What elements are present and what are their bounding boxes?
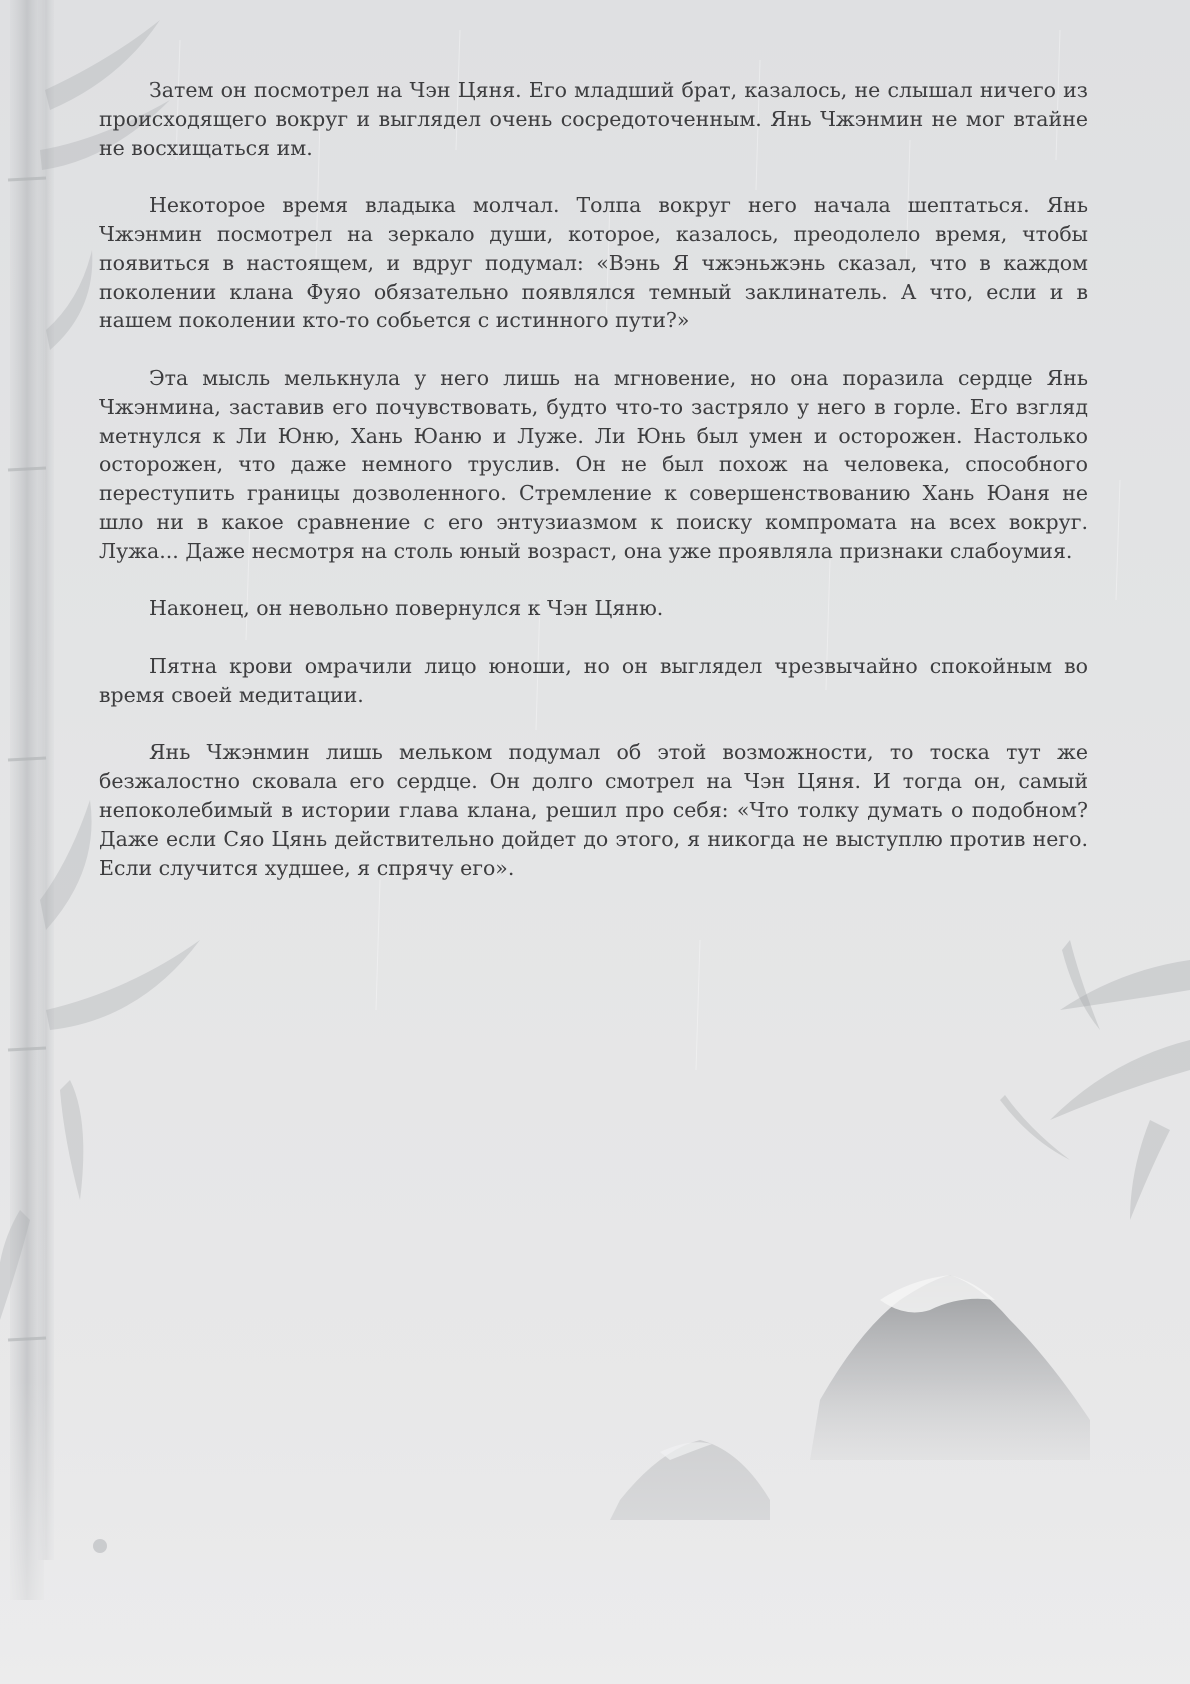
bamboo-stalks	[8, 0, 54, 1600]
paragraph: Затем он посмотрел на Чэн Цяня. Его младший брат, казалось, не слышал ничего из происходящего вокруг и выглядел очень сосредоточенным. Янь Чжэнмин не мог втайне не восхищаться им.	[99, 78, 1088, 160]
bamboo-leaves-right	[1000, 940, 1190, 1220]
paragraph: Некоторое время владыка молчал. Толпа вокруг него начала шептаться. Янь Чжэнмин посмотрел на зеркало души, которое, казалось, преодолело время, чтобы появиться в настоящем, и вдруг подумал: «Вэнь Я чжэньжэнь сказал, что в каждом поколении клана Фуяо обязательно появлялся темный заклинатель. А что, если и в нашем поколении кто-то собьется с истинного пути?»	[99, 193, 1088, 333]
paragraph: Наконец, он невольно повернулся к Чэн Цяню.	[149, 596, 664, 621]
ink-dot	[93, 1539, 107, 1553]
paragraph: Эта мысль мелькнула у него лишь на мгновение, но она поразила сердце Янь Чжэнмина, заставив его почувствовать, будто что-то застряло у него в горле. Его взгляд метнулся к Ли Юню, Хань Юаню и Луже. Ли Юнь был умен и осторожен. Настолько осторожен, что даже немного труслив. Он не был похож на человека, способного переступить границы дозволенного. Стремление к совершенствованию Хань Юаня не шло ни в какое сравнение с его энтузиазмом к поиску компромата на всех вокруг. Лужа... Даже несмотря на столь юный возраст, она уже проявляла признаки слабоумия.	[99, 365, 1088, 563]
paragraph: Пятна крови омрачили лицо юноши, но он выглядел чрезвычайно спокойным во время своей медитации.	[99, 653, 1088, 707]
text-body	[99, 76, 1088, 911]
paragraph: Янь Чжэнмин лишь мельком подумал об этой возможности, то тоска тут же безжалостно сковала его сердце. Он долго смотрел на Чэн Цяня. И тогда он, самый непоколебимый в истории глава клана, решил про себя: «Что толку думать о подобном? Даже если Сяо Цянь действительно дойдет до этого, я никогда не выступлю против него. Если случится худшее, я спрячу его».	[99, 740, 1088, 880]
